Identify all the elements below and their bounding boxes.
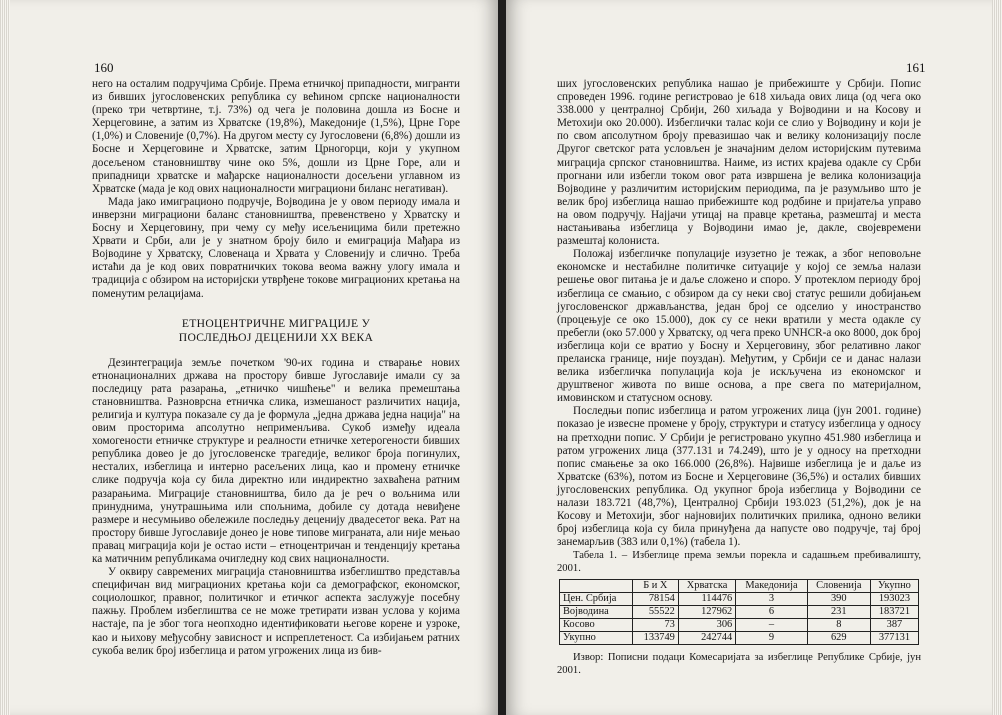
paragraph: Дезинтеграција земље почетком '90-их година и стварање нових етнонационалних држава на простору бивше Југославије имали су за последицу рата разарања, „етничко чишћење" и велика премештања становништва. Разноврсна етничка слика, измешаност различитих нација, религија и култура показале су да је формула „једна држава једна нација" на овим просторима апсолутно неприменљива. Сукоб између идеала хомогености етничке структуре и реалности етничке хетерогености бивших република довео је до југословенске трагедије, великог броја погинулих, несталих, избеглица и интерно расељених лица, као и промену етничке слике подручја која су била директно или индиректно захваћена ратним разарањима. Миграције становништва, било да је реч о вољнима или принуднима, унутрашњима или спољнима, добиле су дотада невиђене размере и несумњиво обележиле последњу деценију двадесетог века. Рат на простору бивше Југославије донео је нове типове миграната, али није мењао правац миграција који је остао исти – етноцентричан и тенденцију кретања ка матичним републикама очигледну код свих националности.	[92, 356, 460, 565]
table-header-cell: Укупно	[870, 579, 918, 592]
refugee-table	[559, 579, 919, 645]
table-cell: Војводина	[560, 605, 633, 618]
table-header-cell: Македонија	[736, 579, 807, 592]
table-cell: 55522	[632, 605, 678, 618]
table-cell: Цен. Србија	[560, 592, 633, 605]
table-source-note: Извор: Пописни подаци Комесаријата за избеглице Републике Србије, јун 2001.	[557, 651, 921, 676]
paragraph: Положај избегличке популације изузетно је тежак, а због неповољне економске и нестабилне политичке ситуације у којој се земља налази решење овог питања је и даље сложено и споро. У протеклом периоду број избеглица се смањио, с обзиром да су неки свој статус решили добијањем југословенског држављанства, један број се одселио у иностранство (процењује се око 15.000), док су се неки вратили у места одакле су пребегли (око 57.000 у Хрватску, од чега преко UNHCR-а око 8000, док број избеглица који се вратио у Босну и Херцеговину, због релативно лаког прелаиска границе, није поуздан). Међутим, у Србији се и данас налази велика избегличка популација која је искључена из економског и друштвеног живота по више основа, а пре свега по материјалном, имовинском и статусном основу.	[557, 248, 921, 405]
table-header-row	[560, 579, 919, 592]
table-caption: Табела 1. – Избеглице према земљи порекла и садашњем пребивалишту, 2001.	[557, 550, 921, 575]
table-cell: 231	[807, 605, 870, 618]
page-edge	[992, 0, 1002, 715]
table-cell: 629	[807, 631, 870, 644]
paragraph: ших југословенских република нашао је прибежиште у Србији. Попис спроведен 1996. године регистровао је 618 хиљада ових лица (од чега око 338.000 у централној Србији, 260 хиљада у Војводини и на Косову и Метохији око 20.000). Избеглички талас који се слио у Војводину и који је по свом апсолутном броју превазишао чак и велику колонизацију после Другог светског рата условљен је значајним делом историјским путевима миграција српског становништва. Наиме, из истих крајева одакле су Срби прогнани или избегли током овог рата извршена је велика колонизација Војводине у различитим историјским периодима, па је разумљиво што је велик број избеглица нашао прибежиште код родбине и пријатеља управо на овом подручју. Најјачи утицај на правце кретања, размештај и места настањивања избеглица у Војводини имао је, дакле, својевремени размештај колониста.	[557, 78, 921, 248]
table-cell: 387	[870, 618, 918, 631]
paragraph: Последњи попис избеглица и ратом угрожених лица (јун 2001. године) показао је извесне промене у броју, структури и статусу избеглица у односу на претходни попис. У Србији је регистровано укупно 451.980 избеглица и ратом угрожених лица (377.131 и 74.249), што је у односу на претходни попис смањење за око 166.000 (26,8%). Највише избеглица је и даље из Хрватске (63%), потом из Босне и Херцеговине (36,5%) и осталих бивших југословенских република. Од укупног броја избеглица у Војводини се налази 183.721 (48,7%), Централној Србији 193.023 (51,2%), док је на Косову и Метохији, због најновијих политичких прилика, одноно велики број избеглица која су била принуђена да напусте ово подручје, тај број занемарљив (383 или 0,1%) (табела 1).	[557, 405, 921, 549]
table-header-cell: Словенија	[807, 579, 870, 592]
table-row	[560, 605, 919, 618]
section-heading-line: ЕТНОЦЕНТРИЧНЕ МИГРАЦИЈЕ У	[181, 316, 371, 330]
table-cell: 6	[736, 605, 807, 618]
table-cell: 306	[678, 618, 735, 631]
page-number: 160	[94, 60, 114, 75]
table-header-cell	[560, 579, 633, 592]
left-page	[0, 0, 498, 715]
section-heading-line: ПОСЛЕДЊОЈ ДЕЦЕНИЈИ XX ВЕКА	[178, 330, 374, 344]
table-cell: 133749	[632, 631, 678, 644]
table-row	[560, 631, 919, 644]
table-cell: 78154	[632, 592, 678, 605]
table-header-cell: Б и Х	[632, 579, 678, 592]
table-cell: 114476	[678, 592, 735, 605]
page-number: 161	[906, 60, 926, 75]
table-cell: Косово	[560, 618, 633, 631]
page-edge	[0, 0, 10, 715]
table-cell: 377131	[870, 631, 918, 644]
table-cell: 242744	[678, 631, 735, 644]
table-row	[560, 618, 919, 631]
table-cell: 8	[807, 618, 870, 631]
table-cell: 127962	[678, 605, 735, 618]
paragraph: У оквиру савремених миграција становништва избеглиштво представља специфичан вид миграционих кретања који са демографског, економског, социолошког, правног, политичког и етичког аспекта заслужује посебну пажњу. Проблем избеглиштва се не може третирати изван услова у којима настаје, па је због тога неопходно идентификовати његове корене и узроке, као и њихову међусобну зависност и испреплетеност. Са избијањем ратних сукоба велик број избеглица и ратом угрожених лица из бив-	[92, 566, 460, 657]
table-row	[560, 592, 919, 605]
table-cell: 390	[807, 592, 870, 605]
table-cell: 3	[736, 592, 807, 605]
paragraph: Мада јако имиграционо подручје, Војводина је у овом периоду имала и инверзни миграциони баланс становништва, превенствено у Хрватску и Босну и Херцеговину, при чему су међу исељеницима били претежно Хрвати и Срби, али је у знатном броју било и емиграција Мађара из Војводине у Хрватску, Словенаца и Хрвата у Словенију и слично. Треба истаћи да је код ових повратничких токова веома важну улогу имала и традиција с обзиром на историјски утврђене токове миграционих кретања на поменутим релацијама.	[92, 195, 460, 300]
right-page-body	[557, 78, 921, 677]
table-cell: 9	[736, 631, 807, 644]
table-cell: 193023	[870, 592, 918, 605]
paragraph: него на осталим подручјима Србије. Према етничкој припадности, мигранти из бивших југословенских република су већином српске националности (преко три четвртине, т.ј. 73%) од чега је половина дошла из Босне и Херцеговине, а затим из Хрватске (19,8%), Македоније (1,5%), Црне Горе (1,0%) и Словеније (0,7%). На другом месту су Југословени (6,8%) дошли из Босне и Херцеговине и Хрватске, затим Црногорци, који у укупном досељеном становништву чине око 5%, дошли из Црне Горе, али и припадници хрватске и мађарске националности досељени углавном из Хрватске (мада је код ових националности миграциони биланс негативан).	[92, 78, 460, 195]
table-cell: Укупно	[560, 631, 633, 644]
section-heading	[92, 317, 460, 345]
table-cell: 183721	[870, 605, 918, 618]
left-page-body	[92, 78, 460, 658]
table-cell: 73	[632, 618, 678, 631]
table-header-cell: Хрватска	[678, 579, 735, 592]
right-page	[506, 0, 1002, 715]
table-cell: –	[736, 618, 807, 631]
